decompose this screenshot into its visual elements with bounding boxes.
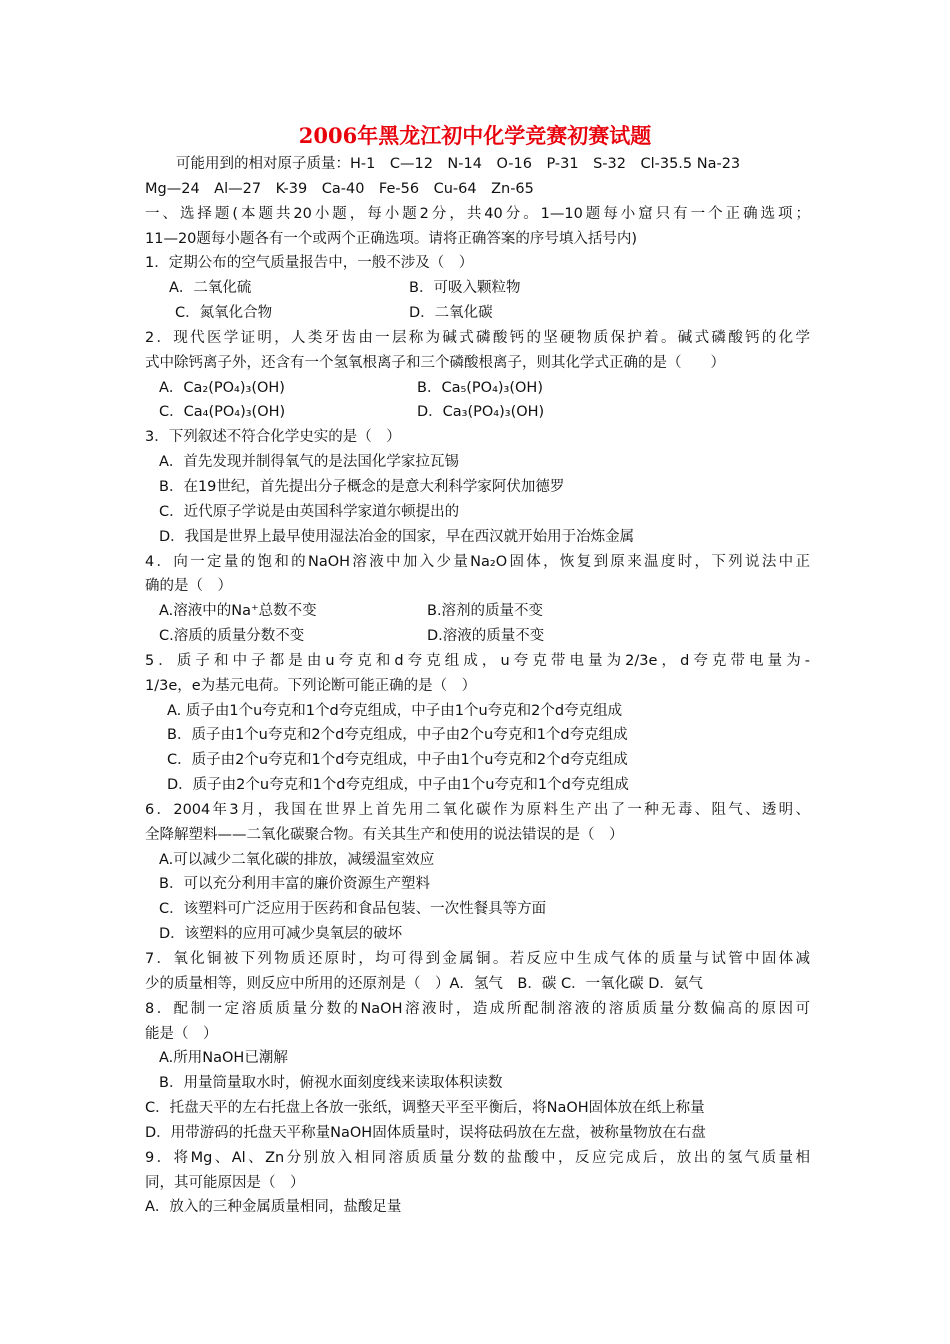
question-8: 8．配制一定溶质质量分数的NaOH溶液时，造成所配制溶液的溶质质量分数偏高的原因可	[145, 1000, 810, 1017]
option-d: D．二氧化碳	[409, 305, 493, 322]
question-9: 9．将Mg、Al、Zn分别放入相同溶质质量分数的盐酸中，反应完成后，放出的氢气质量相	[145, 1149, 810, 1166]
option-b: B．用量筒量取水时，俯视水面刻度线来读取体积读数	[159, 1075, 503, 1092]
text-line: 少的质量相等，则反应中所用的还原剂是（ ）A．氢气 B．碳 C．一氧化碳 D．氨气	[145, 975, 703, 992]
option-d: D．质子由2个u夸克和1个d夸克组成，中子由1个u夸克和1个d夸克组成	[167, 777, 629, 794]
text-line: 确的是（ ）	[145, 578, 232, 595]
option-d: D．用带游码的托盘天平称量NaOH固体质量时，误将砝码放在左盘，被称量物放在右盘	[145, 1124, 706, 1141]
option-c: C．近代原子学说是由英国科学家道尔顿提出的	[159, 503, 460, 520]
text-line: 同，其可能原因是（ ）	[145, 1174, 305, 1191]
option-row	[145, 376, 810, 401]
option-a: A．放入的三种金属质量相同，盐酸足量	[145, 1199, 402, 1216]
option-b: B.溶剂的质量不变	[427, 603, 544, 620]
text-line: 可能用到的相对原子质量：H-1 C—12 N-14 O-16 P-31 S-32 Cl-35.5 Na-23	[176, 156, 741, 172]
option-row	[145, 400, 810, 425]
option-a: A.溶液中的Na⁺总数不变	[159, 603, 317, 620]
text-line: 一、选择题(本题共20小题，每小题2分，共40分。1—10题每小窟只有一个正确选项；	[145, 205, 810, 222]
option-d: D.溶液的质量不变	[427, 628, 545, 645]
option-b: B．质子由1个u夸克和2个d夸克组成，中子由2个u夸克和1个d夸克组成	[167, 727, 628, 744]
option-c: C．该塑料可广泛应用于医药和食品包装、一次性餐具等方面	[159, 901, 547, 918]
text-line: 能是（ ）	[145, 1025, 218, 1042]
option-b: B．可吸入颗粒物	[409, 280, 521, 297]
question-2: 2．现代医学证明，人类牙齿由一层称为碱式磷酸钙的坚硬物质保护着。碱式磷酸钙的化学	[145, 329, 810, 346]
option-b: B．可以充分利用丰富的廉价资源生产塑料	[159, 876, 430, 893]
text-line: 式中除钙离子外，还含有一个氢氧根离子和三个磷酸根离子，则其化学式正确的是（ ）	[145, 354, 725, 371]
text-line: Mg—24 Al—27 K-39 Ca-40 Fe-56 Cu-64 Zn-65	[145, 180, 534, 197]
option-a: A．Ca₂(PO₄)₃(OH)	[159, 379, 285, 396]
text-line: 11—20题每小题各有一个或两个正确选项。请将正确答案的序号填入括号内)	[145, 230, 638, 247]
question-6: 6．2004年3月，我国在世界上首先用二氧化碳作为原料生产出了一种无毒、阻气、透明、	[145, 801, 810, 818]
option-c: C.溶质的质量分数不变	[159, 628, 305, 645]
option-b: B．Ca₅(PO₄)₃(OH)	[417, 379, 543, 396]
option-a: A.所用NaOH已潮解	[159, 1050, 288, 1067]
question-7: 7．氧化铜被下列物质还原时，均可得到金属铜。若反应中生成气体的质量与试管中固体减	[145, 951, 810, 967]
option-row	[145, 624, 810, 649]
option-a: A.可以减少二氧化碳的排放，减缓温室效应	[159, 851, 435, 868]
option-d: D．该塑料的应用可减少臭氧层的破坏	[159, 926, 403, 943]
question-4: 4．向一定量的饱和的NaOH溶液中加入少量Na₂O固体，恢复到原来温度时，下列说法中正	[145, 553, 810, 570]
option-row	[145, 276, 810, 301]
page-title: 2006年黑龙江初中化学竞赛初赛试题	[298, 123, 652, 148]
option-d: D．我国是世界上最早使用湿法冶金的国家，早在西汉就开始用于冶炼金属	[159, 528, 635, 545]
option-row	[145, 301, 810, 326]
option-d: D．Ca₃(PO₄)₃(OH)	[417, 404, 545, 421]
text-line: 1/3e，e为基元电荷。下列论断可能正确的是（ ）	[145, 677, 477, 694]
option-a: A．首先发现并制得氧气的是法国化学家拉瓦锡	[159, 454, 459, 471]
option-a: A．二氧化硫	[169, 280, 252, 297]
text-line: 全降解塑料——二氧化碳聚合物。有关其生产和使用的说法错误的是（ ）	[145, 826, 624, 843]
option-c: C．氮氧化合物	[175, 305, 273, 322]
question-3: 3．下列叙述不符合化学史实的是（ ）	[145, 429, 401, 446]
question-1: 1．定期公布的空气质量报告中，一般不涉及（ ）	[145, 255, 474, 272]
option-row	[145, 599, 810, 624]
exam-body	[145, 152, 810, 1220]
option-b: B．在19世纪，首先提出分子概念的是意大利科学家阿伏加德罗	[159, 478, 565, 495]
question-5: 5．质子和中子都是由u夸克和d夸克组成，u夸克带电量为2/3e，d夸克带电量为-	[145, 652, 810, 669]
option-c: C．托盘天平的左右托盘上各放一张纸，调整天平至平衡后，将NaOH固体放在纸上称量	[145, 1100, 705, 1117]
option-a: A. 质子由1个u夸克和1个d夸克组成，中子由1个u夸克和2个d夸克组成	[167, 702, 623, 719]
option-c: C．Ca₄(PO₄)₃(OH)	[159, 404, 286, 421]
option-c: C．质子由2个u夸克和1个d夸克组成，中子由1个u夸克和2个d夸克组成	[167, 752, 628, 769]
